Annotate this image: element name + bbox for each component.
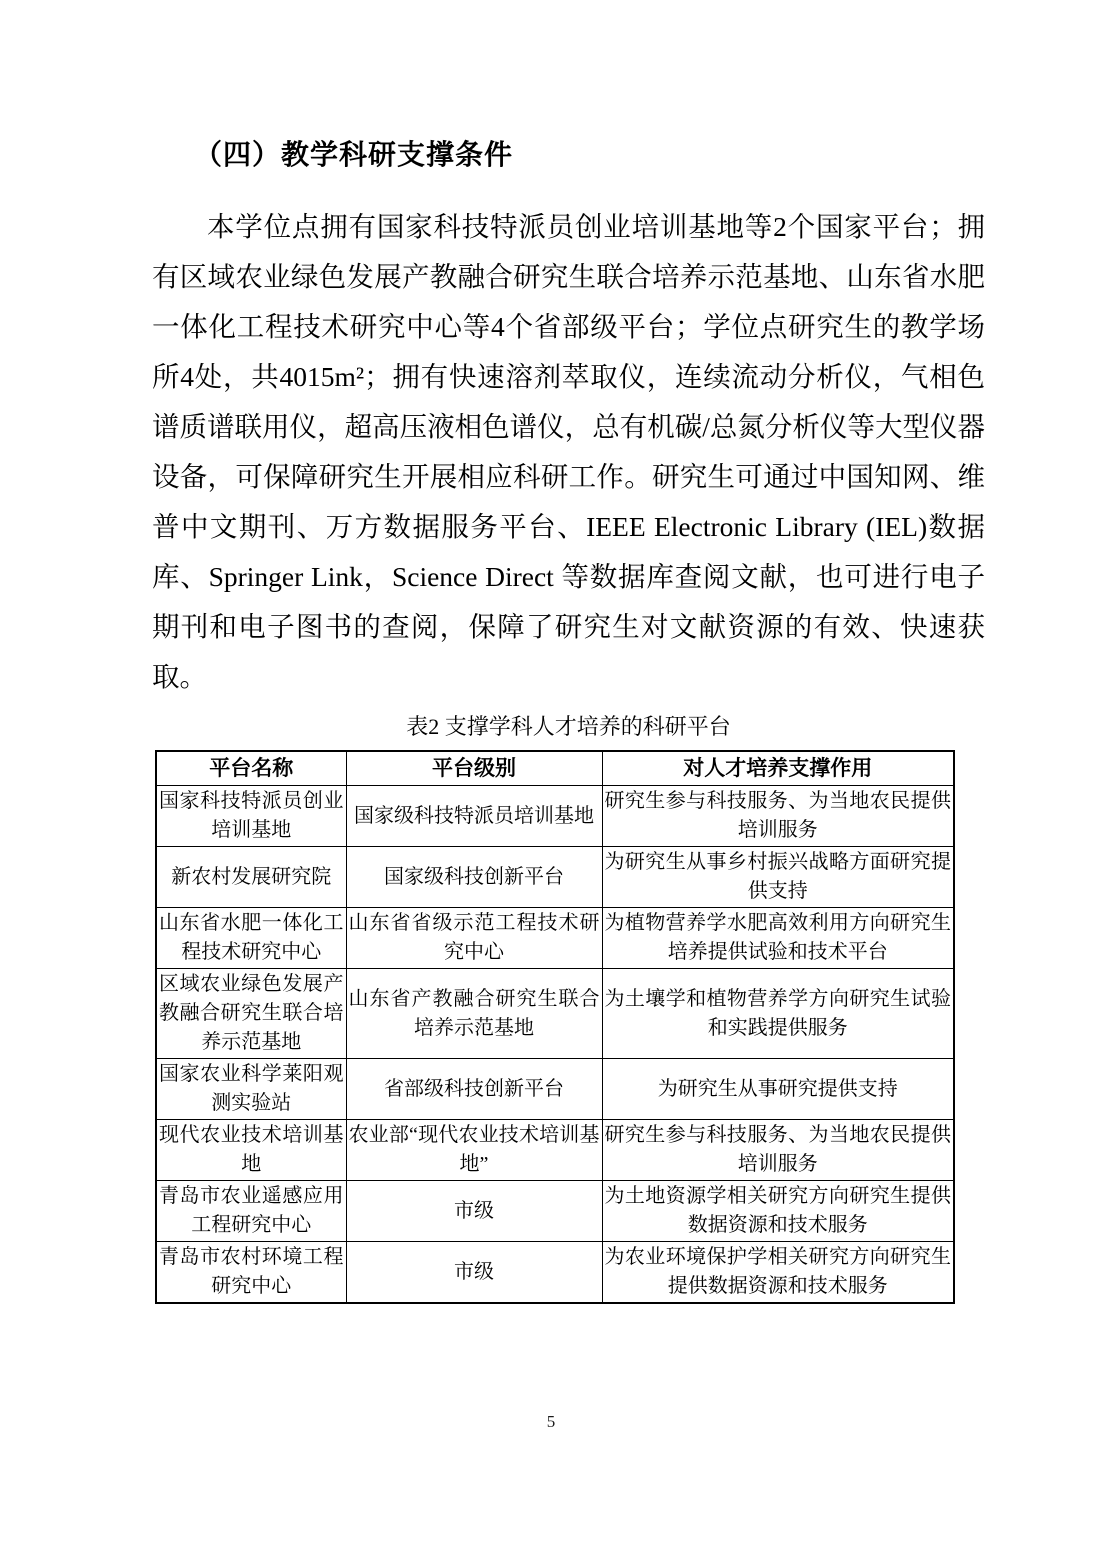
table-cell: 青岛市农业遥感应用工程研究中心 <box>156 1181 346 1242</box>
table-cell: 农业部“现代农业技术培训基地” <box>346 1120 602 1181</box>
page-content <box>152 138 985 1304</box>
table-cell: 国家级科技创新平台 <box>346 847 602 908</box>
table-row <box>156 1181 954 1242</box>
table-row <box>156 1242 954 1304</box>
table-header-cell: 平台级别 <box>346 751 602 786</box>
table-cell: 区域农业绿色发展产教融合研究生联合培养示范基地 <box>156 969 346 1059</box>
table-cell: 为植物营养学水肥高效利用方向研究生培养提供试验和技术平台 <box>602 908 954 969</box>
section-heading: （四）教学科研支撑条件 <box>194 140 514 171</box>
table-row <box>156 969 954 1059</box>
body-paragraph: 本学位点拥有国家科技特派员创业培训基地等2个国家平台；拥有区域农业绿色发展产教融合研究生联合培养示范基地、山东省水肥一体化工程技术研究中心等4个省部级平台；学位点研究生的教学场所4处，共4015m²；拥有快速溶剂萃取仪，连续流动分析仪，气相色谱质谱联用仪，超高压液相色谱仪，总有机碳/总氮分析仪等大型仪器设备，可保障研究生开展相应科研工作。研究生可通过中国知网、维普中文期刊、万方数据服务平台、IEEE Electronic Library (IEL)数据库、Springer Link，Science Direct 等数据库查阅文献，也可进行电子期刊和电子图书的查阅，保障了研究生对文献资源的有效、快速获取。 <box>152 211 985 692</box>
table-header-cell: 对人才培养支撑作用 <box>602 751 954 786</box>
table-cell: 为土地资源学相关研究方向研究生提供数据资源和技术服务 <box>602 1181 954 1242</box>
table-cell: 山东省水肥一体化工程技术研究中心 <box>156 908 346 969</box>
table-cell: 山东省省级示范工程技术研究中心 <box>346 908 602 969</box>
table-cell: 市级 <box>346 1181 602 1242</box>
table-cell: 现代农业技术培训基地 <box>156 1120 346 1181</box>
table-row <box>156 1059 954 1120</box>
page-number: 5 <box>546 1412 556 1431</box>
table-cell: 为土壤学和植物营养学方向研究生试验和实践提供服务 <box>602 969 954 1059</box>
table-row <box>156 847 954 908</box>
table-header-cell: 平台名称 <box>156 751 346 786</box>
table-cell: 国家农业科学莱阳观测实验站 <box>156 1059 346 1120</box>
table-row <box>156 908 954 969</box>
table-cell: 为农业环境保护学相关研究方向研究生提供数据资源和技术服务 <box>602 1242 954 1304</box>
table-cell: 国家级科技特派员培训基地 <box>346 786 602 847</box>
platforms-table <box>155 750 955 1304</box>
table-cell: 研究生参与科技服务、为当地农民提供培训服务 <box>602 786 954 847</box>
table-cell: 国家科技特派员创业培训基地 <box>156 786 346 847</box>
table-cell: 为研究生从事乡村振兴战略方面研究提供支持 <box>602 847 954 908</box>
table-row <box>156 1120 954 1181</box>
table-header-row <box>156 751 954 786</box>
table-row <box>156 786 954 847</box>
table-cell: 研究生参与科技服务、为当地农民提供培训服务 <box>602 1120 954 1181</box>
table-caption: 表2 支撑学科人才培养的科研平台 <box>406 714 731 739</box>
table-cell: 省部级科技创新平台 <box>346 1059 602 1120</box>
table-cell: 市级 <box>346 1242 602 1304</box>
table-cell: 山东省产教融合研究生联合培养示范基地 <box>346 969 602 1059</box>
table-cell: 青岛市农村环境工程研究中心 <box>156 1242 346 1304</box>
table-cell: 新农村发展研究院 <box>156 847 346 908</box>
table-cell: 为研究生从事研究提供支持 <box>602 1059 954 1120</box>
